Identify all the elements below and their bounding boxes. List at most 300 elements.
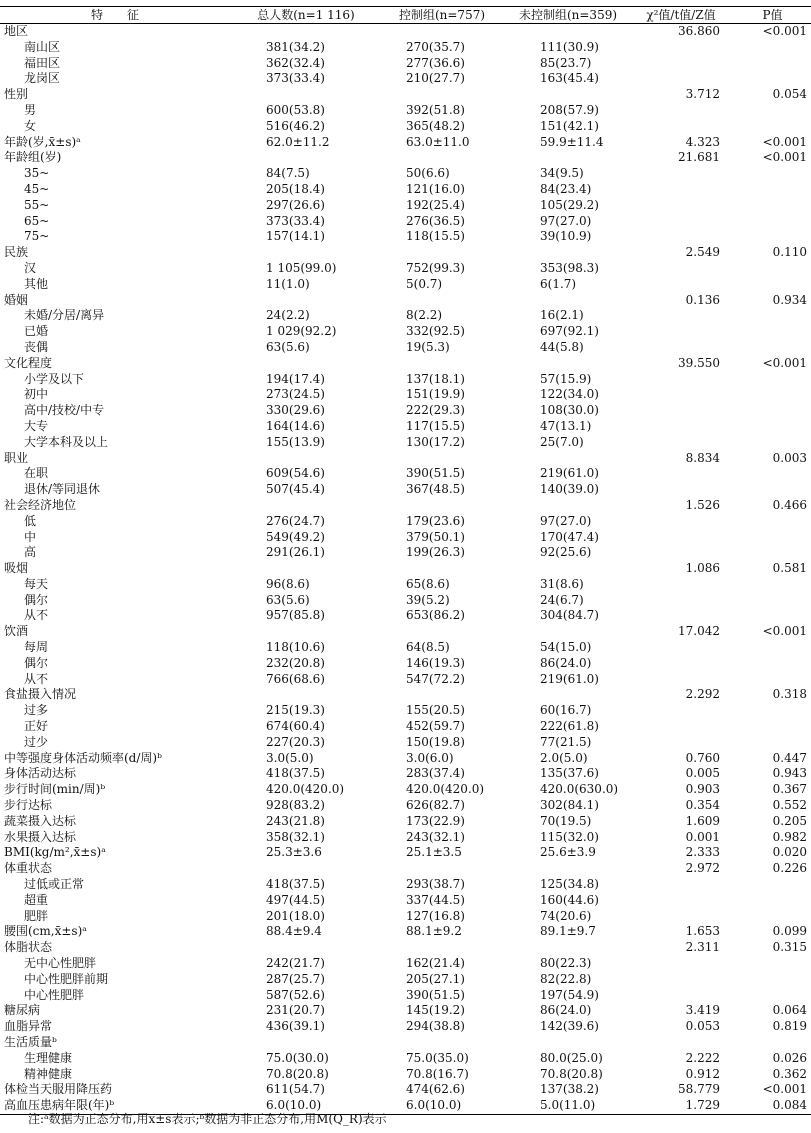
cell-p-value: 0.020	[772, 845, 807, 860]
cell-control: 337(44.5)	[406, 892, 465, 907]
cell-uncontrolled: 208(57.9)	[540, 102, 599, 117]
cell-total: 62.0±11.2	[266, 134, 330, 149]
cell-statistic: 17.042	[678, 624, 720, 639]
cell-statistic	[628, 514, 734, 530]
cell-control: 205(27.1)	[406, 971, 465, 986]
cell-p-value: 0.318	[772, 687, 807, 702]
cell-total: 418(37.5)	[266, 766, 325, 781]
cell-p-value: <0.001	[762, 24, 807, 38]
row-label: 正好	[24, 719, 49, 734]
cell-uncontrolled: 97(27.0)	[540, 513, 592, 528]
row-label: 食盐摄入情况	[4, 687, 77, 702]
cell-p-value	[734, 909, 811, 925]
row-label: 其他	[24, 276, 49, 291]
cell-p-value: 0.934	[772, 292, 807, 307]
cell-p-value	[734, 877, 811, 893]
row-label: 过少	[24, 734, 49, 749]
table-row	[0, 814, 811, 830]
cell-p-value	[734, 719, 811, 735]
cell-p-value	[734, 640, 811, 656]
cell-statistic: 3.419	[685, 1003, 720, 1018]
cell-p-value: 0.819	[772, 1019, 807, 1034]
table-row	[0, 1019, 811, 1035]
row-label: 精神健康	[24, 1066, 73, 1081]
cell-p-value	[734, 277, 811, 293]
cell-p-value: 0.003	[772, 450, 807, 465]
cell-statistic	[628, 71, 734, 87]
cell-control: 130(17.2)	[406, 434, 465, 449]
cell-uncontrolled: 59.9±11.4	[540, 134, 604, 149]
cell-p-value: 0.466	[772, 497, 807, 512]
table-row	[0, 261, 811, 277]
cell-total: 420.0(420.0)	[266, 782, 345, 797]
cell-total	[236, 561, 376, 577]
cell-total: 273(24.5)	[266, 387, 325, 402]
cell-control: 6.0(10.0)	[376, 1098, 508, 1114]
table-row	[0, 909, 811, 925]
cell-uncontrolled: 302(84.1)	[540, 798, 599, 813]
cell-control: 64(8.5)	[406, 640, 450, 655]
cell-statistic: 36.860	[678, 24, 720, 38]
cell-p-value: 0.581	[772, 561, 807, 576]
cell-total: 516(46.2)	[266, 118, 325, 133]
row-label: 每天	[24, 576, 49, 591]
cell-p-value	[734, 482, 811, 498]
cell-statistic: 2.292	[685, 687, 720, 702]
table-row	[0, 293, 811, 309]
row-label: 过低或正常	[24, 877, 85, 892]
row-label: 民族	[4, 245, 29, 260]
table-row	[0, 387, 811, 403]
row-label: 未婚/分居/离异	[24, 308, 105, 323]
table-row	[0, 624, 811, 640]
cell-statistic	[628, 198, 734, 214]
cell-p-value	[734, 577, 811, 593]
cell-total	[236, 356, 376, 372]
cell-uncontrolled: 86(24.0)	[540, 1003, 592, 1018]
cell-control	[376, 451, 508, 467]
table-row	[0, 751, 811, 767]
cell-p-value: <0.001	[762, 1082, 807, 1097]
cell-control	[376, 87, 508, 103]
cell-total: 507(45.4)	[266, 482, 325, 497]
cell-total: 96(8.6)	[266, 576, 310, 591]
cell-total: 436(39.1)	[266, 1019, 325, 1034]
table-row	[0, 593, 811, 609]
cell-total	[236, 1035, 376, 1051]
table-row	[0, 687, 811, 703]
cell-uncontrolled: 111(30.9)	[540, 39, 599, 54]
cell-p-value	[734, 103, 811, 119]
cell-total: 957(85.8)	[266, 608, 325, 623]
cell-statistic	[628, 229, 734, 245]
cell-p-value	[734, 435, 811, 451]
table-row	[0, 372, 811, 388]
table-row	[0, 71, 811, 87]
cell-control: 365(48.2)	[406, 118, 465, 133]
row-label: 体重状态	[4, 861, 53, 876]
cell-total: 1 105(99.0)	[266, 260, 337, 275]
table-body	[0, 24, 811, 1115]
cell-control	[376, 1035, 508, 1051]
cell-uncontrolled: 47(13.1)	[540, 418, 592, 433]
cell-uncontrolled: 697(92.1)	[540, 324, 599, 339]
cell-p-value	[734, 545, 811, 561]
row-label: 75~	[24, 229, 50, 244]
cell-statistic: 1.609	[685, 813, 720, 828]
cell-uncontrolled	[508, 451, 628, 467]
cell-total: 243(21.8)	[266, 813, 325, 828]
cell-uncontrolled	[508, 1035, 628, 1051]
cell-total: 3.0(5.0)	[266, 750, 314, 765]
cell-statistic	[628, 387, 734, 403]
cell-control: 653(86.2)	[406, 608, 465, 623]
table-row	[0, 198, 811, 214]
cell-control: 162(21.4)	[406, 956, 465, 971]
row-label: 文化程度	[4, 355, 53, 370]
cell-total	[236, 498, 376, 514]
cell-total: 766(68.6)	[266, 671, 325, 686]
cell-control: 88.1±9.2	[406, 924, 462, 939]
row-label: 无中心性肥胖	[24, 956, 97, 971]
cell-p-value	[734, 656, 811, 672]
table-row	[0, 182, 811, 198]
cell-uncontrolled: 70(19.5)	[540, 813, 592, 828]
cell-p-value	[734, 324, 811, 340]
cell-control: 19(5.3)	[406, 339, 450, 354]
table-row	[0, 24, 811, 40]
cell-control	[376, 498, 508, 514]
cell-control: 283(37.4)	[406, 766, 465, 781]
cell-statistic: 4.323	[685, 134, 720, 149]
row-label: 福田区	[24, 55, 61, 70]
cell-statistic	[628, 261, 734, 277]
cell-total: 373(33.4)	[266, 213, 325, 228]
cell-statistic	[628, 119, 734, 135]
data-table	[0, 6, 811, 1115]
cell-uncontrolled: 80(22.3)	[540, 956, 592, 971]
cell-statistic	[628, 182, 734, 198]
cell-uncontrolled	[508, 561, 628, 577]
row-label: 地区	[4, 24, 29, 38]
table-row	[0, 672, 811, 688]
row-label: 体脂状态	[4, 940, 53, 955]
row-label: 性别	[4, 87, 29, 102]
table-row	[0, 656, 811, 672]
cell-statistic	[628, 340, 734, 356]
cell-p-value	[734, 735, 811, 751]
cell-uncontrolled: 108(30.0)	[540, 403, 599, 418]
cell-control	[376, 624, 508, 640]
cell-uncontrolled: 420.0(630.0)	[540, 782, 619, 797]
cell-total: 600(53.8)	[266, 102, 325, 117]
cell-uncontrolled: 125(34.8)	[540, 877, 599, 892]
table-row	[0, 577, 811, 593]
table-row	[0, 214, 811, 230]
cell-uncontrolled: 122(34.0)	[540, 387, 599, 402]
cell-total: 157(14.1)	[266, 229, 325, 244]
cell-uncontrolled	[508, 245, 628, 261]
cell-control: 39(5.2)	[406, 592, 450, 607]
cell-p-value: <0.001	[762, 355, 807, 370]
table-row	[0, 1003, 811, 1019]
table-row	[0, 798, 811, 814]
table-row	[0, 1082, 811, 1098]
header-row	[0, 7, 811, 24]
cell-total	[236, 293, 376, 309]
cell-statistic: 1.653	[685, 924, 720, 939]
table-row	[0, 166, 811, 182]
cell-p-value	[734, 166, 811, 182]
table-row	[0, 703, 811, 719]
cell-statistic: 21.681	[678, 150, 720, 165]
cell-uncontrolled	[508, 356, 628, 372]
row-label: 男	[24, 102, 37, 117]
row-label: 年龄(岁,x̄±s)ᵃ	[4, 134, 81, 149]
cell-uncontrolled	[508, 624, 628, 640]
row-label: 偶尔	[24, 592, 49, 607]
cell-p-value	[734, 530, 811, 546]
cell-p-value	[734, 261, 811, 277]
cell-control: 199(26.3)	[406, 545, 465, 560]
cell-control: 70.8(16.7)	[406, 1066, 469, 1081]
table-row	[0, 972, 811, 988]
cell-uncontrolled: 135(37.6)	[540, 766, 599, 781]
cell-uncontrolled: 34(9.5)	[540, 166, 584, 181]
cell-uncontrolled	[508, 498, 628, 514]
table-row	[0, 640, 811, 656]
cell-total	[236, 687, 376, 703]
row-label: 中等强度身体活动频率(d/周)ᵇ	[4, 750, 162, 765]
cell-p-value	[734, 372, 811, 388]
cell-statistic: 1.729	[628, 1098, 734, 1114]
cell-statistic	[628, 103, 734, 119]
cell-uncontrolled: 74(20.6)	[540, 908, 592, 923]
cell-statistic	[628, 214, 734, 230]
cell-statistic	[628, 640, 734, 656]
row-label: 高血压患病年限(年)ᵇ	[0, 1098, 236, 1114]
cell-total	[236, 150, 376, 166]
table-row	[0, 988, 811, 1004]
table-row	[0, 1067, 811, 1083]
cell-statistic: 2.549	[685, 245, 720, 260]
table-row	[0, 40, 811, 56]
cell-total	[236, 624, 376, 640]
row-label: 社会经济地位	[4, 497, 77, 512]
cell-statistic	[628, 877, 734, 893]
row-label: 身体活动达标	[4, 766, 77, 781]
cell-total: 63(5.6)	[266, 339, 310, 354]
cell-statistic	[628, 719, 734, 735]
cell-uncontrolled: 25.6±3.9	[540, 845, 596, 860]
table-row	[0, 56, 811, 72]
cell-control: 452(59.7)	[406, 719, 465, 734]
cell-uncontrolled: 219(61.0)	[540, 671, 599, 686]
cell-control: 8(2.2)	[406, 308, 443, 323]
cell-statistic: 2.972	[685, 861, 720, 876]
cell-statistic	[628, 656, 734, 672]
cell-total: 231(20.7)	[266, 1003, 325, 1018]
cell-total: 287(25.7)	[266, 971, 325, 986]
cell-total: 418(37.5)	[266, 877, 325, 892]
table-row	[0, 830, 811, 846]
table-row	[0, 766, 811, 782]
cell-total: 609(54.6)	[266, 466, 325, 481]
row-label: 初中	[24, 387, 49, 402]
cell-control: 137(18.1)	[406, 371, 465, 386]
cell-statistic	[628, 988, 734, 1004]
cell-p-value	[734, 403, 811, 419]
cell-uncontrolled: 92(25.6)	[540, 545, 592, 560]
cell-statistic: 8.834	[685, 450, 720, 465]
cell-total: 11(1.0)	[266, 276, 310, 291]
cell-total: 6.0(10.0)	[236, 1098, 376, 1114]
cell-uncontrolled	[508, 687, 628, 703]
row-label: 在职	[24, 466, 49, 481]
cell-p-value: 0.982	[772, 829, 807, 844]
cell-uncontrolled: 105(29.2)	[540, 197, 599, 212]
cell-control: 155(20.5)	[406, 703, 465, 718]
cell-uncontrolled: 222(61.8)	[540, 719, 599, 734]
cell-uncontrolled: 304(84.7)	[540, 608, 599, 623]
table-row	[0, 150, 811, 166]
header-feature: 特 征	[0, 7, 236, 24]
cell-control: 75.0(35.0)	[406, 1050, 469, 1065]
row-label: 女	[24, 118, 37, 133]
table-row	[0, 608, 811, 624]
cell-total: 242(21.7)	[266, 956, 325, 971]
table-note: 注:ᵃ数据为正态分布,用x̄±s表示;ᵇ数据为非正态分布,用M(Q_R)表示	[28, 1112, 387, 1126]
cell-uncontrolled: 219(61.0)	[540, 466, 599, 481]
cell-control	[376, 245, 508, 261]
cell-statistic: 0.001	[685, 829, 720, 844]
cell-control: 63.0±11.0	[406, 134, 470, 149]
row-label: 体检当天服用降压药	[4, 1082, 113, 1097]
table-row	[0, 277, 811, 293]
cell-total	[236, 24, 376, 40]
cell-uncontrolled: 77(21.5)	[540, 734, 592, 749]
cell-p-value	[734, 514, 811, 530]
cell-statistic	[628, 466, 734, 482]
row-label: 步行时间(min/周)ᵇ	[4, 782, 106, 797]
cell-control	[376, 561, 508, 577]
cell-uncontrolled: 31(8.6)	[540, 576, 584, 591]
cell-p-value: <0.001	[762, 134, 807, 149]
cell-p-value: 0.226	[772, 861, 807, 876]
cell-statistic: 3.712	[685, 87, 720, 102]
cell-statistic	[628, 324, 734, 340]
row-label: 肥胖	[24, 908, 49, 923]
table-row	[0, 135, 811, 151]
cell-p-value: 0.084	[734, 1098, 811, 1114]
cell-p-value	[734, 71, 811, 87]
cell-statistic	[628, 166, 734, 182]
row-label: 水果摄入达标	[4, 829, 77, 844]
cell-statistic	[628, 419, 734, 435]
cell-control: 332(92.5)	[406, 324, 465, 339]
table-row	[0, 451, 811, 467]
cell-uncontrolled: 80.0(25.0)	[540, 1050, 603, 1065]
cell-p-value	[734, 198, 811, 214]
row-label: 过多	[24, 703, 49, 718]
cell-statistic	[628, 435, 734, 451]
cell-control: 277(36.6)	[406, 55, 465, 70]
table-row	[0, 419, 811, 435]
table-row	[0, 545, 811, 561]
cell-control: 151(19.9)	[406, 387, 465, 402]
cell-total: 297(26.6)	[266, 197, 325, 212]
cell-p-value: 0.447	[772, 750, 807, 765]
cell-control: 210(27.7)	[406, 71, 465, 86]
table-row	[0, 87, 811, 103]
table-row	[0, 229, 811, 245]
cell-p-value: 0.064	[772, 1003, 807, 1018]
row-label: 饮酒	[4, 624, 29, 639]
cell-p-value: 0.943	[772, 766, 807, 781]
cell-uncontrolled: 170(47.4)	[540, 529, 599, 544]
cell-uncontrolled	[508, 861, 628, 877]
cell-control: 65(8.6)	[406, 576, 450, 591]
cell-uncontrolled: 140(39.0)	[540, 482, 599, 497]
cell-statistic: 0.912	[685, 1066, 720, 1081]
cell-control: 390(51.5)	[406, 987, 465, 1002]
cell-total: 215(19.3)	[266, 703, 325, 718]
cell-uncontrolled: 25(7.0)	[540, 434, 584, 449]
cell-control: 626(82.7)	[406, 798, 465, 813]
cell-uncontrolled: 39(10.9)	[540, 229, 592, 244]
cell-statistic	[628, 56, 734, 72]
cell-statistic	[628, 277, 734, 293]
cell-p-value	[734, 40, 811, 56]
cell-total	[236, 87, 376, 103]
cell-p-value: <0.001	[762, 150, 807, 165]
cell-statistic	[628, 893, 734, 909]
cell-total: 373(33.4)	[266, 71, 325, 86]
row-label: 35~	[24, 166, 50, 181]
cell-statistic	[628, 403, 734, 419]
cell-control: 243(32.1)	[406, 829, 465, 844]
cell-statistic	[628, 40, 734, 56]
cell-total: 587(52.6)	[266, 987, 325, 1002]
table-row	[0, 356, 811, 372]
row-label: 糖尿病	[4, 1003, 41, 1018]
cell-p-value	[734, 229, 811, 245]
cell-total: 549(49.2)	[266, 529, 325, 544]
cell-uncontrolled: 60(16.7)	[540, 703, 592, 718]
cell-control	[376, 861, 508, 877]
cell-statistic	[628, 1035, 734, 1051]
cell-total: 194(17.4)	[266, 371, 325, 386]
table-row	[0, 245, 811, 261]
cell-uncontrolled: 16(2.1)	[540, 308, 584, 323]
cell-control: 379(50.1)	[406, 529, 465, 544]
table-row	[0, 877, 811, 893]
cell-control: 192(25.4)	[406, 197, 465, 212]
cell-statistic	[628, 372, 734, 388]
cell-control	[376, 356, 508, 372]
cell-uncontrolled	[508, 150, 628, 166]
cell-control: 121(16.0)	[406, 181, 465, 196]
cell-p-value: 0.110	[772, 245, 807, 260]
row-label: 龙岗区	[24, 71, 61, 86]
cell-control: 3.0(6.0)	[406, 750, 454, 765]
cell-statistic	[628, 703, 734, 719]
cell-total: 362(32.4)	[266, 55, 325, 70]
cell-control: 367(48.5)	[406, 482, 465, 497]
row-label: 从不	[24, 671, 49, 686]
cell-total: 155(13.9)	[266, 434, 325, 449]
table-row	[0, 482, 811, 498]
